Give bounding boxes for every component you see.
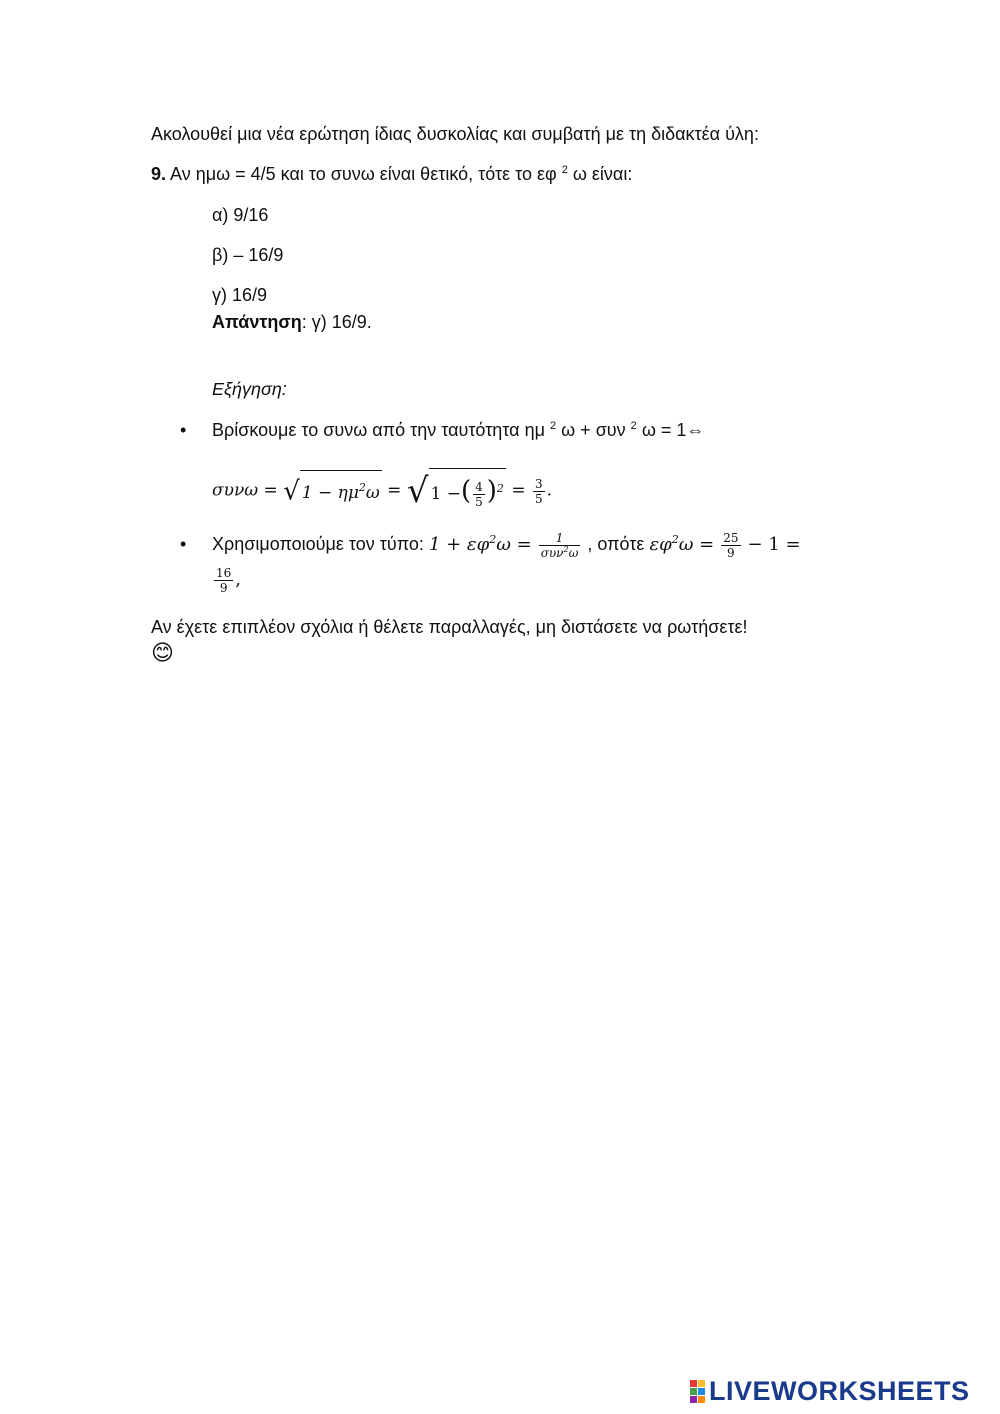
- question-text-end: ω είναι:: [572, 164, 633, 184]
- bullet-2-result: [212, 562, 241, 598]
- bullet-2-part1: Χρησιμοποιούμε τον τύπο:: [212, 534, 424, 554]
- bullet-1-marker: •: [180, 420, 187, 440]
- logo-mark-square: [690, 1388, 697, 1395]
- logo-text: LIVEWORKSHEETS: [709, 1375, 970, 1406]
- option-b: β) – 16/9: [212, 245, 284, 265]
- bullet-2-formula-b: $\varepsilon\varphi^2\omega$ =: [649, 533, 715, 555]
- sqrt-1-b: ω: [365, 482, 380, 503]
- frac-16-num: 16: [216, 565, 232, 580]
- frac-25-9: [721, 531, 740, 560]
- smile-emoji: 😊: [151, 641, 174, 666]
- formula-1-period: .: [546, 480, 553, 501]
- logo-mark-square: [690, 1396, 697, 1403]
- bullet-2-part2: , οπότε: [587, 534, 645, 554]
- option-c: γ) 16/9: [212, 285, 268, 305]
- bullet-1-exp1: 2: [549, 420, 557, 432]
- frac-1-den: συν$^2$ω: [540, 544, 579, 560]
- sqrt-2-exp: 2: [496, 482, 504, 495]
- sqrt-1-exp: 2: [358, 480, 366, 494]
- formula-1-eq: =: [387, 480, 402, 501]
- logo-mark-square: [698, 1380, 705, 1387]
- intro-text: Ακολουθεί μια νέα ερώτηση ίδιας δυσκολίας και συμβατή με τη διδακτέα ύλη:: [151, 124, 759, 144]
- frac-25-num: 25: [723, 530, 739, 545]
- frac-1-over-cos2: [539, 531, 581, 560]
- frac-1-num: 1: [539, 531, 581, 546]
- frac-16-9: [214, 566, 233, 595]
- question-number: 9.: [151, 164, 167, 184]
- option-a: α) 9/16: [212, 205, 269, 225]
- frac-3-5-num: 3: [534, 476, 543, 491]
- bullet-1-text: [212, 419, 704, 441]
- logo-mark-square: [698, 1396, 705, 1403]
- formula-1-lhs: συνω =: [212, 480, 278, 501]
- frac-4-5: [473, 480, 485, 509]
- question-exponent: 2: [561, 164, 568, 176]
- sqrt-1: √ $1 - \eta\mu^2\omega$: [283, 470, 382, 513]
- frac-16-den: 9: [219, 580, 228, 595]
- sqrt-2: √ 1 −( $\frac{4}{5}$ )$^2$: [407, 468, 506, 514]
- frac-25-den: 9: [727, 545, 735, 560]
- bullet-1-part3: ω = 1⇔: [641, 420, 705, 440]
- formula-1-eq2: =: [511, 480, 526, 501]
- question-line: [151, 163, 632, 185]
- frac-4-5-den: 5: [475, 495, 483, 509]
- bullet-1-part1: Βρίσκουμε το συνω από την ταυτότητα ημ: [212, 420, 545, 440]
- closing-text: Αν έχετε επιπλέον σχόλια ή θέλετε παραλλαγές, μη διστάσετε να ρωτήσετε!: [151, 617, 748, 637]
- bullet-2-formula-a: $1 + \varepsilon\varphi^2\omega$ =: [428, 533, 532, 555]
- answer-value: : γ) 16/9.: [301, 312, 372, 332]
- sqrt-1-a: 1 − ημ: [301, 482, 359, 503]
- answer-label: Απάντηση: [212, 312, 302, 332]
- bullet-1-part2: ω + συν: [561, 420, 626, 440]
- bullet-2-minus-one: − 1 =: [747, 534, 801, 555]
- formula-1: [212, 468, 552, 514]
- liveworksheets-logo: [690, 1376, 970, 1406]
- frac-3-5-den: 5: [534, 491, 543, 506]
- paren-close: ): [486, 476, 497, 506]
- logo-mark-square: [690, 1380, 697, 1387]
- frac-4-5-num: 4: [475, 480, 483, 494]
- sqrt-2-a: 1 −: [430, 484, 461, 504]
- bullet-1-exp2: 2: [630, 420, 637, 432]
- frac-3-5: [533, 477, 545, 506]
- logo-mark-square: [698, 1388, 705, 1395]
- bullet-2-marker: •: [180, 534, 187, 554]
- explanation-title: Εξήγηση:: [212, 379, 287, 399]
- bullet-2-text: [212, 526, 801, 563]
- paren-open: (: [460, 476, 472, 506]
- logo-mark-icon: [690, 1380, 705, 1403]
- answer-line: [212, 311, 372, 333]
- question-text: Αν ημω = 4/5 και το συνω είναι θετικό, τότε το εφ: [170, 164, 557, 184]
- bullet-2-comma: ,: [235, 569, 242, 590]
